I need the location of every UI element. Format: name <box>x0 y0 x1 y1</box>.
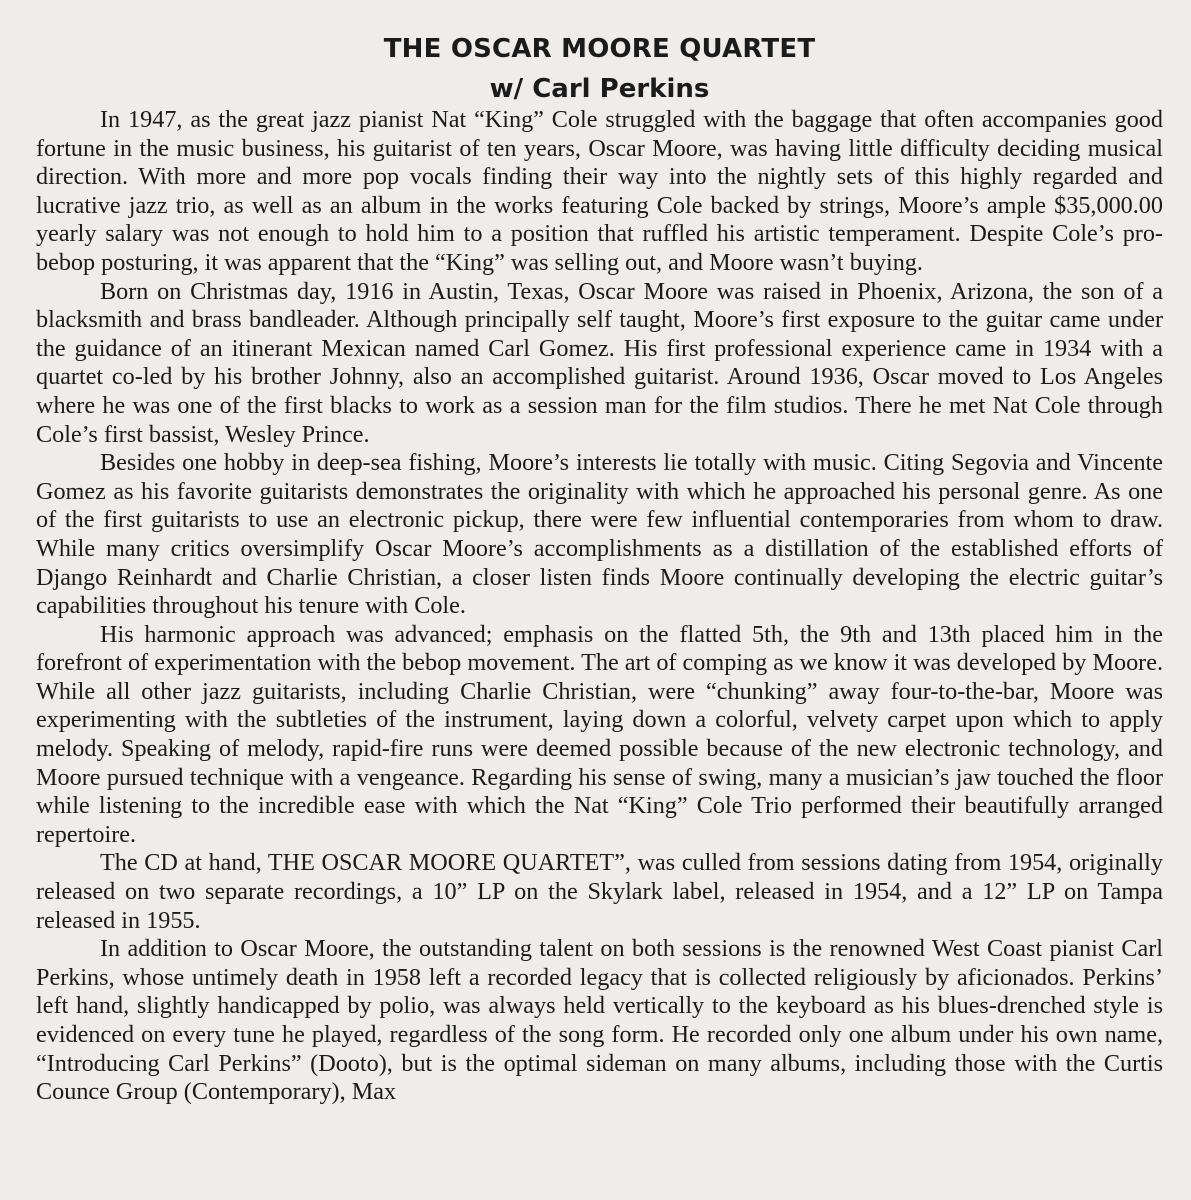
paragraph-1: In 1947, as the great jazz pianist Nat “King” Cole struggled with the baggage that often accompanies good fortune in the music business, his guitarist of ten years, Oscar Moore, was having little difficulty deciding musical direction. With more and more pop vocals finding their way into the nightly sets of this highly regarded and lucrative jazz trio, as well as an album in the works featuring Cole backed by strings, Moore’s ample $35,000.00 yearly salary was not enough to hold him to a position that ruffled his artistic temperament. Despite Cole’s pro-bebop posturing, it was apparent that the “King” was selling out, and Moore wasn’t buying. <box>36 106 1163 276</box>
page-subtitle: w/ Carl Perkins <box>489 74 710 104</box>
paragraph-3: Besides one hobby in deep-sea fishing, Moore’s interests lie totally with music. Citing Segovia and Vincente Gomez as his favorite guitarists demonstrates the originality with which he approached his personal genre. As one of the first guitarists to use an electronic pickup, there were few influential contemporaries from whom to draw. While many critics oversimplify Oscar Moore’s accomplishments as a distillation of the established efforts of Django Reinhardt and Charlie Christian, a closer listen finds Moore continually developing the electric guitar’s capabilities throughout his tenure with Cole. <box>36 449 1163 620</box>
paragraph-5: The CD at hand, THE OSCAR MOORE QUARTET”, was culled from sessions dating from 1954, originally released on two separate recordings, a 10” LP on the Skylark label, released in 1954, and a 12” LP on Tampa released in 1955. <box>36 849 1163 934</box>
page-title: THE OSCAR MOORE QUARTET <box>383 34 816 64</box>
paragraph-6: In addition to Oscar Moore, the outstanding talent on both sessions is the renowned West Coast pianist Carl Perkins, whose untimely death in 1958 left a recorded legacy that is collected religiously by aficionados. Perkins’ left hand, slightly handicapped by polio, was always held vertically to the keyboard as his blues-drenched style is evidenced on every tune he played, regardless of the song form. He recorded only one album under his own name, “Introducing Carl Perkins” (Dooto), but is the optimal sideman on many albums, including those with the Curtis Counce Group (Contemporary), Max <box>36 935 1163 1106</box>
article-body <box>36 106 1163 1107</box>
paragraph-4: His harmonic approach was advanced; emphasis on the flatted 5th, the 9th and 13th placed him in the forefront of experimentation with the bebop movement. The art of comping as we know it was developed by Moore. While all other jazz guitarists, including Charlie Christian, were “chunking” away four-to-the-bar, Moore was experimenting with the subtleties of the instrument, laying down a colorful, velvety carpet upon which to apply melody. Speaking of melody, rapid-fire runs were deemed possible because of the new electronic technology, and Moore pursued technique with a vengeance. Regarding his sense of swing, many a musician’s jaw touched the floor while listening to the incredible ease with which the Nat “King” Cole Trio performed their beautifully arranged repertoire. <box>36 620 1163 848</box>
paragraph-2: Born on Christmas day, 1916 in Austin, Texas, Oscar Moore was raised in Phoenix, Arizona, the son of a blacksmith and brass bandleader. Although principally self taught, Moore’s first exposure to the guitar came under the guidance of an itinerant Mexican named Carl Gomez. His first professional experience came in 1934 with a quartet co-led by his brother Johnny, also an accomplished guitarist. Around 1936, Oscar moved to Los Angeles where he was one of the first blacks to work as a session man for the film studios. There he met Nat Cole through Cole’s first bassist, Wesley Prince. <box>36 277 1163 448</box>
